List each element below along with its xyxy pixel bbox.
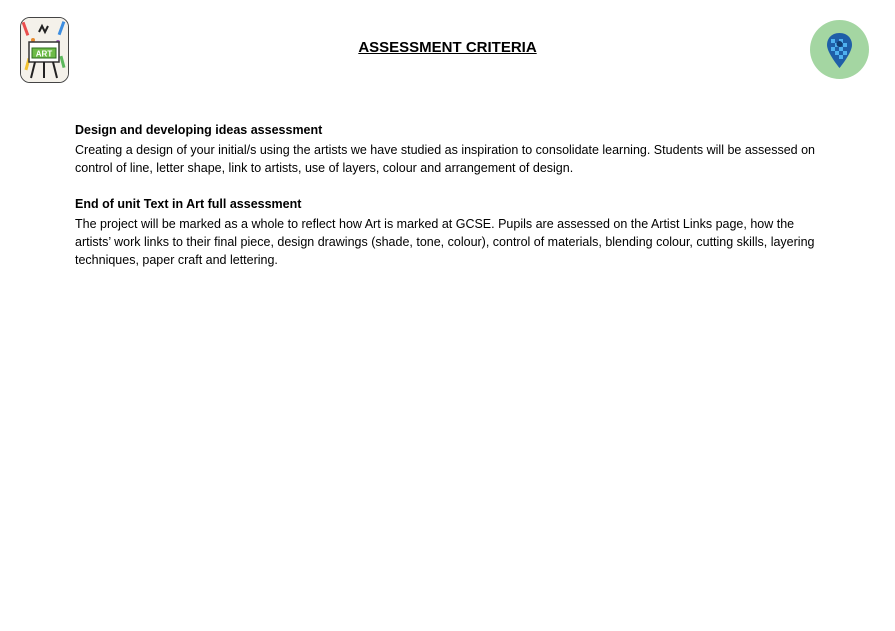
assessment-content	[75, 121, 815, 287]
section-design-ideas	[75, 121, 815, 177]
section-end-of-unit	[75, 195, 815, 269]
section-body: Creating a design of your initial/s using the artists we have studied as inspiration to consolidate learning. Students will be assessed on control of line, letter shape, link to artists, use of layers, colour and arrangement of design.	[75, 143, 816, 175]
page-title: ASSESSMENT CRITERIA	[358, 39, 537, 56]
art-logo-text: ART	[35, 49, 53, 59]
section-body: The project will be marked as a whole to reflect how Art is marked at GCSE. Pupils are assessed on the Artist Links page, how the artists’ work links to their final piece, design drawings (shade, tone, colour), control of materials, blending colour, cutting skills, layering techniques, paper craft and lettering.	[75, 217, 815, 267]
section-heading: Design and developing ideas assessment	[75, 123, 323, 137]
section-heading: End of unit Text in Art full assessment	[75, 197, 302, 211]
